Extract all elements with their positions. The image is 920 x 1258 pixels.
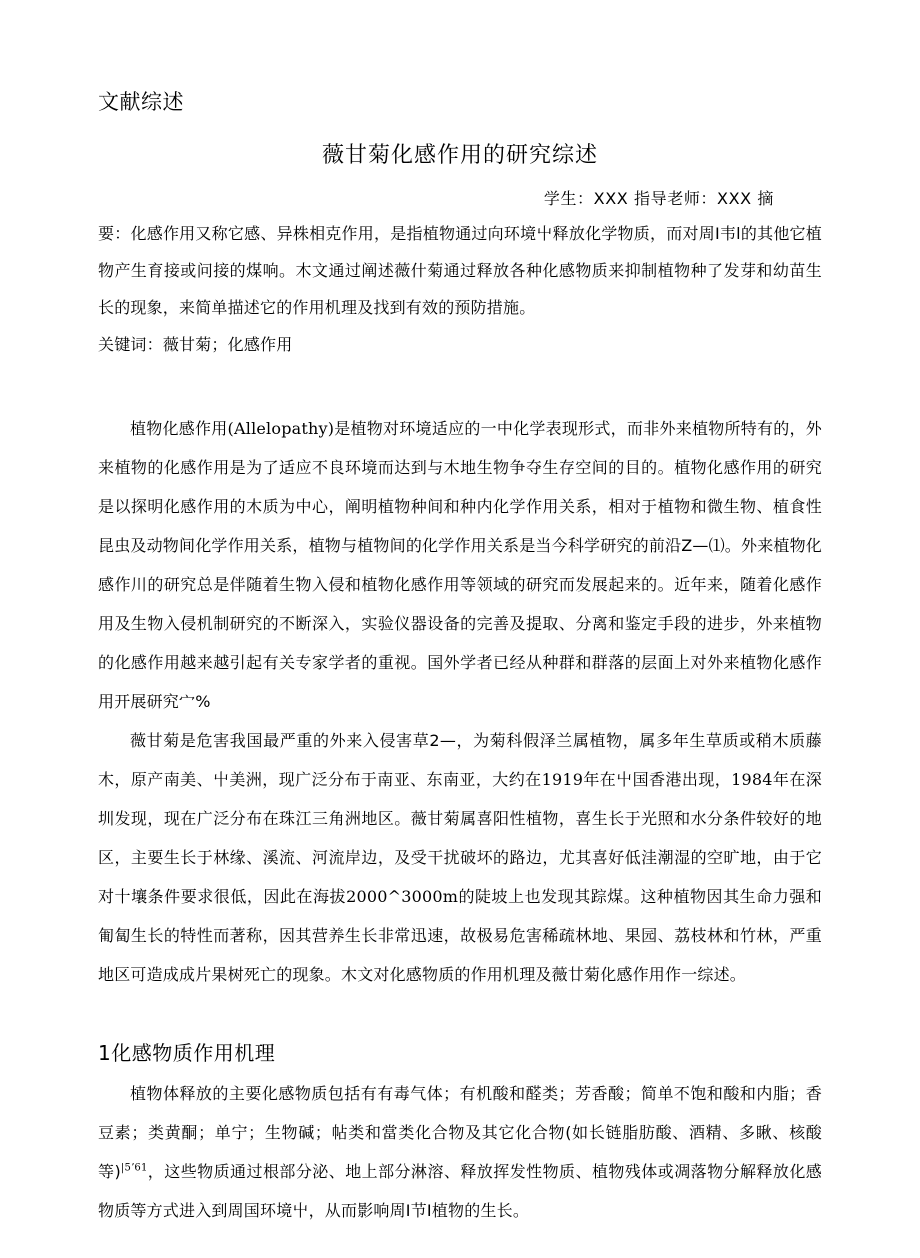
paragraph-1-text-b: 。外来植物化感作川的研究总是伴随着生物入侵和植物化感作用等领域的研究而发展起来的。近年来，随着化感作用及生物入侵机制研究的不断深入，实验仪器设备的完善及提取、分离和鉴定手段的进步，外来植物的化感作用越来越引起有关专家学者的重视。国外学者已经从种群和群落的层面上对外来植物化感作用开展研究宀%: [98, 536, 823, 711]
abstract-text: 要：化感作用又称它感、异株相克作用，是指植物通过向环境屮释放化学物质，而对周I韦l的其他它植物产生育接或问接的煤响。木文通过阐述薇什菊通过释放各种化感物质来抑制植物种了发芽和幼苗生长的现象，来简单描述它的作用机理及找到有效的预防措施。: [98, 224, 822, 317]
document-label: 文献综述: [98, 90, 184, 114]
page-content: [98, 0, 822, 1230]
page-title: 薇甘菊化感作用的研究综述: [321, 143, 598, 168]
paragraph-1-text-a: 是植物对环境适应的一中化学表现形式，而非外来植物所特有的，外来植物的化感作用是为了适应不良环境而达到与木地生物争夺生存空间的目的。植物化感作用的研究是以探明化感作用的木质为中心，阐明植物种间和种内化学作用关系，相对于植物和微生物、植食性昆虫及动物间化学作用关系，植物与植物间的化学作用关系是当今科学研究的前沿Z—: [98, 419, 822, 555]
paragraph-2-text-a: 薇甘菊是危害我国最严重的外来入侵害草2—，为菊科假泽兰属植物，属多年生草质或稍木质藤木，原产南美、屮美洲，现广泛分布于南亚、东南亚，大约在: [98, 731, 822, 789]
paragraph-2-text-d: 的陡坡上也发现其踪煤。这种植物因其生命力强和匍匐生长的特性而著称，因其营养生长非常迅速，故极易危害稀疏林地、果园、荔枝林和竹林，严重地区可造成成片果树死亡的现象。木文对化感物质的作用机理及薇廿菊化感作用作一综述。: [98, 887, 822, 984]
body-paragraph-2: [98, 721, 822, 994]
citation-marker-1: ⑴: [708, 536, 725, 555]
body-paragraph-1: [98, 363, 822, 721]
section-1-text-b: ，这些物质通过根部分泌、地上部分淋溶、释放挥发性物质、植物残体或凋落物分解释放化感物质等方式进入到周国环境屮，从而影响周I节I植物的生长。: [98, 1162, 822, 1220]
section-1-paragraph: [98, 1074, 822, 1230]
keywords-label: 关键词：: [98, 335, 163, 354]
year-1984: 1984: [731, 770, 773, 789]
paragraph-2-text-b: 年在屮国香港出现，: [583, 770, 732, 789]
byline: 学生：XXX 指导老师：XXX 摘: [543, 189, 774, 208]
allelopathy-term: 植物化感作用(Allelopathy): [130, 419, 335, 438]
section-1-text-a: 植物体释放的主要化感物质包括有有毒气体；有机酸和醛类；芳香酸；简单不饱和酸和内脂；香豆素；类黄酮；单宁；生物碱；帖类和當类化合物及其它化合物(如长链脂肪酸、酒精、多瞅、核酸等): [98, 1084, 822, 1181]
altitude-range: 2000^3000m: [346, 887, 459, 906]
year-1919: 1919: [541, 770, 584, 789]
paragraph-2-text-c: 年在深圳发现，现在广泛分布在珠江三角洲地区。薇甘菊属喜阳性植物，喜生长于光照和水分条件较好的地区，主要生长于林缘、溪流、河流岸边，及受干扰破坏的路边，尤其喜好低洼潮湿的空旷地，由于它对十壤条件要求很低，因此在海拔: [98, 770, 822, 906]
section-heading-1: 1化感物质作用机理: [98, 1041, 276, 1065]
keywords-value: 薇甘菊；化感作用: [162, 335, 293, 354]
keywords-line: [98, 326, 822, 363]
citation-marker-2: |5ʼ61: [120, 1162, 148, 1174]
